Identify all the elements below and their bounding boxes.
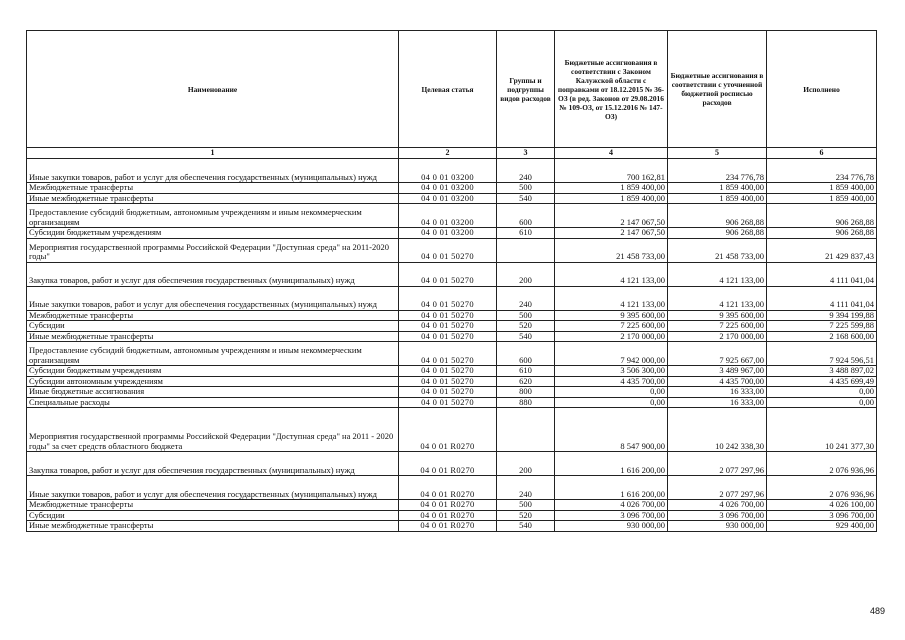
executed-amount: 9 394 199,88: [767, 310, 877, 321]
law-allocation-amount: 1 859 400,00: [555, 193, 668, 204]
executed-amount: 1 859 400,00: [767, 183, 877, 194]
expense-group-code: 540: [497, 193, 555, 204]
table-row: [27, 376, 877, 387]
refined-allocation-amount: 7 925 667,00: [668, 342, 767, 366]
law-allocation-amount: 2 147 067,50: [555, 204, 668, 228]
expense-group-code: 240: [497, 159, 555, 183]
target-article-code: 04 0 01 50270: [399, 262, 497, 286]
column-number: 4: [555, 148, 668, 159]
executed-amount: 4 111 041,04: [767, 286, 877, 310]
item-name: Закупка товаров, работ и услуг для обеспечения государственных (муниципальных) нужд: [27, 262, 399, 286]
law-allocation-amount: 1 859 400,00: [555, 183, 668, 194]
refined-allocation-amount: 21 458 733,00: [668, 238, 767, 262]
item-name: Иные межбюджетные трансферты: [27, 331, 399, 342]
item-name: Предоставление субсидий бюджетным, автономным учреждениям и иным некоммерческим организациям: [27, 342, 399, 366]
table-row: [27, 476, 877, 500]
item-name: Иные межбюджетные трансферты: [27, 521, 399, 532]
executed-amount: 4 111 041,04: [767, 262, 877, 286]
refined-allocation-amount: 4 026 700,00: [668, 500, 767, 511]
target-article-code: 04 0 01 50270: [399, 331, 497, 342]
expense-group-code: 610: [497, 228, 555, 239]
item-name: Иные межбюджетные трансферты: [27, 193, 399, 204]
refined-allocation-amount: 10 242 338,30: [668, 408, 767, 452]
expense-group-code: 800: [497, 387, 555, 398]
item-name: Субсидии бюджетным учреждениям: [27, 366, 399, 377]
target-article-code: 04 0 01 03200: [399, 204, 497, 228]
target-article-code: 04 0 01 50270: [399, 342, 497, 366]
table-row: [27, 452, 877, 476]
refined-allocation-amount: 1 859 400,00: [668, 193, 767, 204]
table-row: [27, 397, 877, 408]
refined-allocation-amount: 2 170 000,00: [668, 331, 767, 342]
refined-allocation-amount: 4 121 133,00: [668, 262, 767, 286]
refined-allocation-amount: 4 435 700,00: [668, 376, 767, 387]
law-allocation-amount: 0,00: [555, 397, 668, 408]
expense-group-code: 600: [497, 204, 555, 228]
refined-allocation-amount: 906 268,88: [668, 228, 767, 239]
page-number: 489: [869, 606, 885, 616]
executed-amount: 3 096 700,00: [767, 510, 877, 521]
expense-group-code: 610: [497, 366, 555, 377]
executed-amount: 21 429 837,43: [767, 238, 877, 262]
executed-amount: 2 076 936,96: [767, 452, 877, 476]
law-allocation-amount: 4 026 700,00: [555, 500, 668, 511]
column-number: 3: [497, 148, 555, 159]
executed-amount: 7 924 596,51: [767, 342, 877, 366]
table-row: [27, 238, 877, 262]
target-article-code: 04 0 01 03200: [399, 159, 497, 183]
item-name: Специальные расходы: [27, 397, 399, 408]
target-article-code: 04 0 01 R0270: [399, 452, 497, 476]
refined-allocation-amount: 2 077 297,96: [668, 476, 767, 500]
table-row: [27, 366, 877, 377]
executed-amount: 906 268,88: [767, 204, 877, 228]
table-row: [27, 321, 877, 332]
column-number: 6: [767, 148, 877, 159]
refined-allocation-amount: 906 268,88: [668, 204, 767, 228]
target-article-code: 04 0 01 03200: [399, 193, 497, 204]
table-row: [27, 510, 877, 521]
expense-group-code: 240: [497, 476, 555, 500]
executed-amount: 0,00: [767, 397, 877, 408]
budget-table: [26, 30, 877, 532]
refined-allocation-amount: 9 395 600,00: [668, 310, 767, 321]
table-row: [27, 183, 877, 194]
header-refined-allocations: Бюджетные ассигнования в соответствии с уточненной бюджетной росписью расходов: [668, 31, 767, 148]
table-row: [27, 228, 877, 239]
table-row: [27, 159, 877, 183]
expense-group-code: [497, 408, 555, 452]
executed-amount: 0,00: [767, 387, 877, 398]
table-row: [27, 500, 877, 511]
item-name: Межбюджетные трансферты: [27, 500, 399, 511]
executed-amount: 234 776,78: [767, 159, 877, 183]
target-article-code: 04 0 01 50270: [399, 321, 497, 332]
table-row: [27, 204, 877, 228]
table-row: [27, 331, 877, 342]
table-row: [27, 387, 877, 398]
executed-amount: 2 076 936,96: [767, 476, 877, 500]
table-body: [27, 148, 877, 532]
item-name: Иные закупки товаров, работ и услуг для обеспечения государственных (муниципальных) нужд: [27, 286, 399, 310]
column-number: 5: [668, 148, 767, 159]
table-row: [27, 342, 877, 366]
law-allocation-amount: 4 121 133,00: [555, 262, 668, 286]
refined-allocation-amount: 16 333,00: [668, 387, 767, 398]
executed-amount: 4 435 699,49: [767, 376, 877, 387]
executed-amount: 2 168 600,00: [767, 331, 877, 342]
law-allocation-amount: 930 000,00: [555, 521, 668, 532]
target-article-code: 04 0 01 50270: [399, 366, 497, 377]
expense-group-code: 200: [497, 452, 555, 476]
expense-group-code: 520: [497, 321, 555, 332]
table-row: [27, 310, 877, 321]
law-allocation-amount: 3 096 700,00: [555, 510, 668, 521]
target-article-code: 04 0 01 50270: [399, 376, 497, 387]
law-allocation-amount: 4 435 700,00: [555, 376, 668, 387]
table-row: [27, 262, 877, 286]
target-article-code: 04 0 01 50270: [399, 397, 497, 408]
item-name: Мероприятия государственной программы Российской Федерации "Доступная среда" на 2011-2020 годы": [27, 238, 399, 262]
expense-group-code: 500: [497, 310, 555, 321]
refined-allocation-amount: 3 489 967,00: [668, 366, 767, 377]
law-allocation-amount: 8 547 900,00: [555, 408, 668, 452]
target-article-code: 04 0 01 50270: [399, 387, 497, 398]
target-article-code: 04 0 01 03200: [399, 183, 497, 194]
item-name: Межбюджетные трансферты: [27, 310, 399, 321]
target-article-code: 04 0 01 R0270: [399, 521, 497, 532]
target-article-code: 04 0 01 03200: [399, 228, 497, 239]
expense-group-code: 200: [497, 262, 555, 286]
column-number-row: [27, 148, 877, 159]
executed-amount: 929 400,00: [767, 521, 877, 532]
item-name: Субсидии автономным учреждениям: [27, 376, 399, 387]
item-name: Субсидии: [27, 510, 399, 521]
executed-amount: 10 241 377,30: [767, 408, 877, 452]
refined-allocation-amount: 234 776,78: [668, 159, 767, 183]
executed-amount: 4 026 100,00: [767, 500, 877, 511]
law-allocation-amount: 7 942 000,00: [555, 342, 668, 366]
law-allocation-amount: 7 225 600,00: [555, 321, 668, 332]
expense-group-code: [497, 238, 555, 262]
expense-group-code: 540: [497, 521, 555, 532]
expense-group-code: 880: [497, 397, 555, 408]
law-allocation-amount: 1 616 200,00: [555, 452, 668, 476]
item-name: Мероприятия государственной программы Российской Федерации "Доступная среда" на 2011 - 2020 годы" за счет средств областного бюджета: [27, 408, 399, 452]
header-law-allocations: Бюджетные ассигнования в соответствии с Законом Калужской области с поправками от 18.12.2015 № 36-ОЗ (в ред. Законов от 29.08.2016 № 109-ОЗ, от 15.12.2016 № 147-ОЗ): [555, 31, 668, 148]
expense-group-code: 620: [497, 376, 555, 387]
law-allocation-amount: 0,00: [555, 387, 668, 398]
law-allocation-amount: 3 506 300,00: [555, 366, 668, 377]
target-article-code: 04 0 01 R0270: [399, 500, 497, 511]
table-header: [27, 31, 877, 148]
executed-amount: 3 488 897,02: [767, 366, 877, 377]
target-article-code: 04 0 01 50270: [399, 238, 497, 262]
item-name: Межбюджетные трансферты: [27, 183, 399, 194]
column-number: 1: [27, 148, 399, 159]
header-executed: Исполнено: [767, 31, 877, 148]
refined-allocation-amount: 930 000,00: [668, 521, 767, 532]
refined-allocation-amount: 3 096 700,00: [668, 510, 767, 521]
refined-allocation-amount: 2 077 297,96: [668, 452, 767, 476]
table-row: [27, 408, 877, 452]
header-expense-groups: Группы и подгруппы видов расходов: [497, 31, 555, 148]
refined-allocation-amount: 16 333,00: [668, 397, 767, 408]
item-name: Иные закупки товаров, работ и услуг для обеспечения государственных (муниципальных) нужд: [27, 159, 399, 183]
target-article-code: 04 0 01 50270: [399, 286, 497, 310]
item-name: Закупка товаров, работ и услуг для обеспечения государственных (муниципальных) нужд: [27, 452, 399, 476]
expense-group-code: 540: [497, 331, 555, 342]
target-article-code: 04 0 01 50270: [399, 310, 497, 321]
refined-allocation-amount: 4 121 133,00: [668, 286, 767, 310]
expense-group-code: 500: [497, 183, 555, 194]
target-article-code: 04 0 01 R0270: [399, 476, 497, 500]
target-article-code: 04 0 01 R0270: [399, 408, 497, 452]
refined-allocation-amount: 7 225 600,00: [668, 321, 767, 332]
law-allocation-amount: 21 458 733,00: [555, 238, 668, 262]
executed-amount: 7 225 599,88: [767, 321, 877, 332]
item-name: Предоставление субсидий бюджетным, автономным учреждениям и иным некоммерческим организациям: [27, 204, 399, 228]
table-row: [27, 286, 877, 310]
law-allocation-amount: 2 170 000,00: [555, 331, 668, 342]
item-name: Субсидии бюджетным учреждениям: [27, 228, 399, 239]
law-allocation-amount: 9 395 600,00: [555, 310, 668, 321]
item-name: Субсидии: [27, 321, 399, 332]
table-row: [27, 521, 877, 532]
expense-group-code: 500: [497, 500, 555, 511]
executed-amount: 906 268,88: [767, 228, 877, 239]
header-name: Наименование: [27, 31, 399, 148]
expense-group-code: 600: [497, 342, 555, 366]
law-allocation-amount: 700 162,81: [555, 159, 668, 183]
item-name: Иные закупки товаров, работ и услуг для обеспечения государственных (муниципальных) нужд: [27, 476, 399, 500]
target-article-code: 04 0 01 R0270: [399, 510, 497, 521]
column-number: 2: [399, 148, 497, 159]
expense-group-code: 240: [497, 286, 555, 310]
expense-group-code: 520: [497, 510, 555, 521]
item-name: Иные бюджетные ассигнования: [27, 387, 399, 398]
law-allocation-amount: 4 121 133,00: [555, 286, 668, 310]
refined-allocation-amount: 1 859 400,00: [668, 183, 767, 194]
executed-amount: 1 859 400,00: [767, 193, 877, 204]
law-allocation-amount: 2 147 067,50: [555, 228, 668, 239]
table-row: [27, 193, 877, 204]
law-allocation-amount: 1 616 200,00: [555, 476, 668, 500]
header-target-article: Целевая статья: [399, 31, 497, 148]
